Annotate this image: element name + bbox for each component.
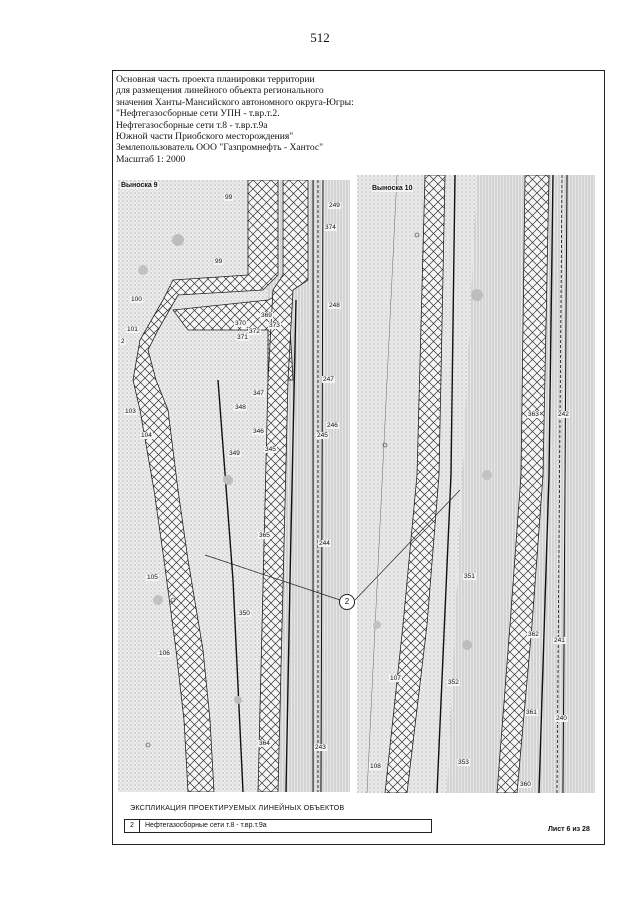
legend-row-number: 2	[125, 820, 140, 832]
point-label: 364	[259, 740, 270, 747]
point-label: 347	[253, 390, 264, 397]
point-label: 353	[458, 759, 469, 766]
point-label: 108	[370, 763, 381, 770]
legend-row	[124, 819, 432, 833]
point-label: 100	[131, 296, 142, 303]
title-line: Масштаб 1: 2000	[116, 153, 186, 165]
title-line: Землепользователь ООО "Газпромнефть - Хантос"	[116, 142, 324, 154]
legend-title: ЭКСПЛИКАЦИЯ ПРОЕКТИРУЕМЫХ ЛИНЕЙНЫХ ОБЪЕКТОВ	[130, 803, 345, 812]
point-label: 2	[121, 338, 125, 345]
point-label: 374	[325, 224, 336, 231]
point-label: 103	[125, 408, 136, 415]
point-label: 370	[235, 320, 246, 327]
point-label: 351	[464, 573, 475, 580]
point-label: 245	[317, 432, 328, 439]
point-label: 104	[141, 432, 152, 439]
title-line: Нефтегазосборные сети т.8 - т.вр.т.9а	[116, 119, 268, 131]
legend-row-text: Нефтегазосборные сети т.8 - т.вр.т.9а	[145, 822, 267, 829]
point-label: 247	[323, 376, 334, 383]
point-label: 365	[259, 532, 270, 539]
callout-label-right: Выноска 10	[372, 185, 413, 192]
point-label: 362	[528, 631, 539, 638]
point-label: 346	[253, 428, 264, 435]
point-label: 241	[554, 637, 565, 644]
point-label: 99	[225, 194, 233, 201]
point-label: 345	[265, 446, 276, 453]
point-label: 105	[147, 574, 158, 581]
point-label: 349	[229, 450, 240, 457]
point-label: 101	[127, 326, 138, 333]
title-line: значения Ханты-Мансийского автономного округа-Югры:	[116, 96, 354, 108]
callout-label-left: Выноска 9	[121, 182, 158, 189]
point-label: 106	[159, 650, 170, 657]
point-label: 361	[526, 709, 537, 716]
point-label: 369	[261, 312, 272, 319]
point-label: 249	[329, 202, 340, 209]
point-label: 99	[215, 258, 223, 265]
title-line: "Нефтегазосборные сети УПН - т.вр.т.2.	[116, 108, 280, 120]
point-label: 244	[319, 540, 330, 547]
point-label: 348	[235, 404, 246, 411]
point-label: 240	[556, 715, 567, 722]
point-label: 360	[520, 781, 531, 788]
point-label: 246	[327, 422, 338, 429]
title-line: Основная часть проекта планировки территории	[116, 74, 315, 85]
title-line: Южной части Приобского месторождения"	[116, 131, 294, 143]
point-label: 248	[329, 302, 340, 309]
point-label: 373	[269, 322, 280, 329]
sheet-number: Лист 6 из 28	[548, 826, 590, 833]
page-number: 512	[310, 30, 330, 45]
point-label: 242	[558, 411, 569, 418]
point-label: 363	[528, 411, 539, 418]
point-label: 107	[390, 675, 401, 682]
point-label: 352	[448, 679, 459, 686]
point-label: 371	[237, 334, 248, 341]
pipeline-marker: 2	[339, 594, 355, 610]
point-label: 372	[249, 328, 260, 335]
point-label: 243	[315, 744, 326, 751]
title-line: для размещения линейного объекта регионального	[116, 85, 324, 97]
point-label: 350	[239, 610, 250, 617]
